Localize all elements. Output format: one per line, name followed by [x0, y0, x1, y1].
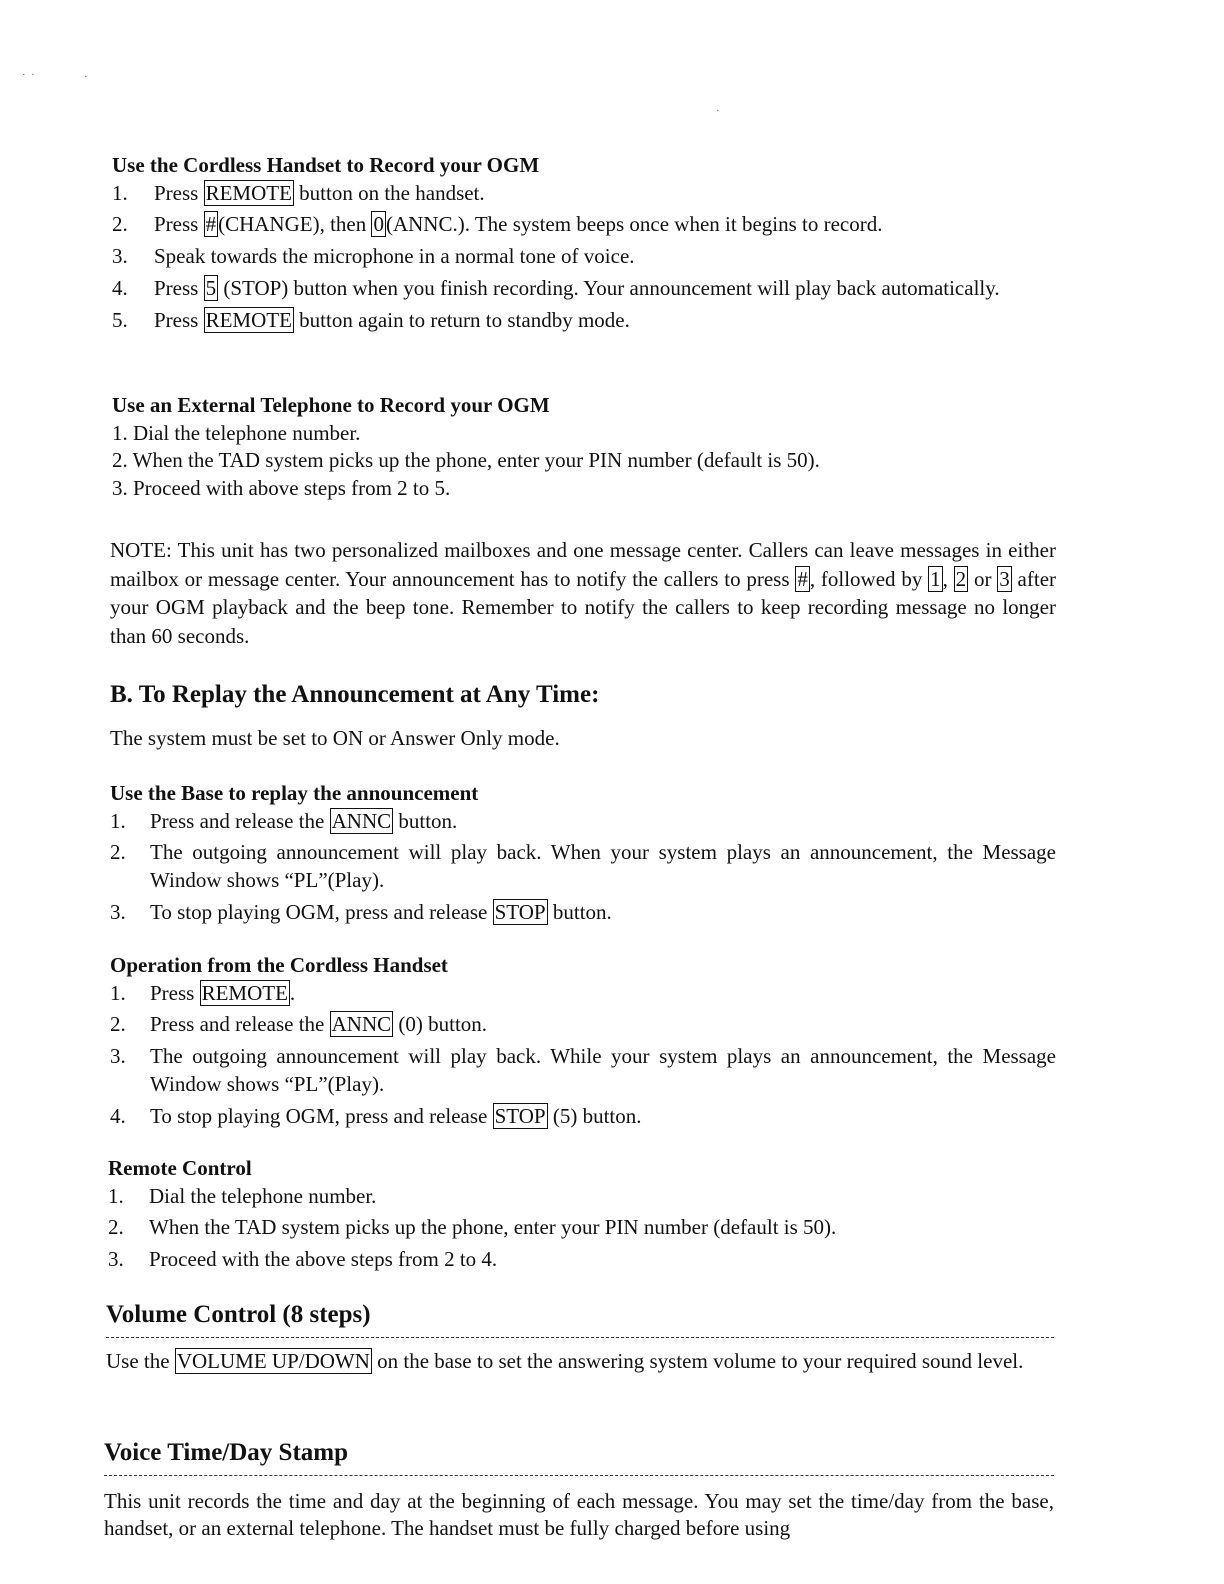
heading-replay: B. To Replay the Announcement at Any Time:	[110, 681, 600, 708]
list-item	[108, 1214, 1054, 1242]
step-number: 3.	[110, 899, 126, 924]
step-text: button.	[393, 808, 458, 833]
step-number: 3.	[112, 244, 128, 269]
step-text: When the TAD system picks up the phone, enter your PIN number (default is 50).	[149, 1215, 837, 1240]
section-remote-control	[108, 1155, 1054, 1278]
volume-heading-rule	[106, 1298, 1054, 1338]
step-number: 2.	[110, 840, 126, 865]
three-key: 3	[999, 566, 1010, 591]
step-text: (5) button.	[547, 1103, 642, 1128]
volume-key: VOLUME UP/DOWN	[176, 1349, 370, 1373]
step-number: 5.	[112, 307, 128, 332]
list-item	[110, 839, 1056, 894]
heading-handset-record: Use the Cordless Handset to Record your OGM	[112, 153, 540, 177]
step-text: (ANNC.). The system beeps once when it begins to record.	[385, 212, 883, 237]
hash-key: #	[797, 566, 808, 591]
scan-speck: ·	[84, 71, 88, 83]
step-text: Proceed with the above steps from 2 to 4.	[149, 1247, 498, 1272]
list-item	[112, 275, 1062, 303]
step-text: The outgoing announcement will play back. While your system plays an announcement, the Message Window shows “PL”(Play).	[150, 1044, 1056, 1096]
step-text: .	[289, 980, 296, 1005]
step-number: 4.	[112, 275, 128, 300]
list-item	[110, 899, 1056, 927]
heading-volume-control: Volume Control (8 steps)	[106, 1301, 371, 1328]
step-number: 1.	[112, 180, 128, 205]
step-text: Press and release the	[150, 1012, 330, 1037]
two-key: 2	[955, 566, 967, 591]
list-item	[110, 1043, 1056, 1098]
remote-control-steps	[108, 1183, 1054, 1274]
step-number: 3.	[108, 1247, 124, 1272]
external-step-1: 1. Dial the telephone number.	[112, 420, 361, 445]
list-item	[112, 243, 1062, 271]
list-item	[112, 307, 1062, 335]
heading-voice-stamp: Voice Time/Day Stamp	[104, 1439, 348, 1466]
step-text: (STOP) button when you finish recording. Your announcement will play back automatically.	[218, 275, 1000, 300]
step-number: 2.	[110, 1012, 126, 1037]
step-number: 4.	[110, 1103, 126, 1128]
list-item	[108, 1246, 1054, 1274]
step-text: The outgoing announcement will play back. When your system plays an announcement, the Message Window shows “PL”(Play).	[150, 840, 1056, 893]
handset-operation-steps	[110, 980, 1056, 1131]
step-text: Dial the telephone number.	[149, 1183, 377, 1208]
hash-key: #	[205, 212, 217, 237]
list-item	[110, 1011, 1056, 1039]
note-text-part: ,	[942, 566, 954, 591]
note-paragraph	[110, 536, 1056, 650]
step-text: Press	[154, 212, 204, 237]
replay-intro: The system must be set to ON or Answer Only mode.	[110, 726, 560, 750]
scan-speck: ·	[716, 105, 720, 117]
step-number: 3.	[110, 1044, 126, 1069]
step-number: 2.	[112, 212, 128, 237]
list-item	[112, 211, 1062, 239]
list-item	[108, 1183, 1054, 1211]
remote-key: REMOTE	[205, 307, 292, 332]
step-text: Speak towards the microphone in a normal tone of voice.	[154, 244, 635, 269]
note-text-part: , followed by	[809, 566, 929, 591]
list-item	[110, 808, 1056, 836]
step-text: Press	[154, 275, 204, 300]
section-base-replay	[110, 780, 1056, 931]
step-text: To stop playing OGM, press and release	[150, 899, 493, 924]
volume-text-part: Use the	[106, 1349, 175, 1373]
one-key: 1	[930, 566, 941, 591]
step-text: Press	[154, 307, 204, 332]
external-step-2: 2. When the TAD system picks up the phone, enter your PIN number (default is 50).	[112, 448, 820, 473]
annc-key: ANNC	[331, 808, 392, 833]
external-step-3: 3. Proceed with above steps from 2 to 5.	[112, 476, 451, 501]
step-text: button again to return to standby mode.	[293, 307, 630, 332]
step-text: Press	[150, 980, 200, 1005]
note-text-part: NOTE: This unit has two personalized mailboxes and one message center. Callers can leave messages in either mailbox or message center. Your announcement has to notify the callers to press	[110, 538, 1056, 591]
stop-key: STOP	[494, 899, 546, 924]
five-key: 5	[205, 275, 217, 300]
volume-text	[106, 1348, 1054, 1376]
step-text: Press	[154, 180, 204, 205]
heading-base-replay: Use the Base to replay the announcement	[110, 781, 479, 805]
section-external-record	[112, 392, 1062, 503]
stamp-heading-rule	[104, 1436, 1054, 1476]
section-volume-control	[106, 1298, 1054, 1376]
section-handset-record	[112, 152, 1062, 338]
heading-handset-operation: Operation from the Cordless Handset	[110, 953, 448, 977]
section-voice-stamp	[104, 1436, 1054, 1543]
section-replay	[110, 678, 1060, 753]
step-text: button.	[547, 899, 612, 924]
step-text: Press and release the	[150, 808, 330, 833]
list-item	[112, 180, 1062, 208]
step-text: (CHANGE), then	[218, 212, 372, 237]
list-item	[110, 1103, 1056, 1131]
list-item	[110, 980, 1056, 1008]
heading-external-record: Use an External Telephone to Record your OGM	[112, 393, 550, 417]
step-text: To stop playing OGM, press and release	[150, 1103, 493, 1128]
scan-speck: · ·	[22, 69, 35, 81]
step-number: 1.	[108, 1183, 124, 1208]
note-text-part: after your OGM playback and the beep tone. Remember to notify the callers to keep recording message no longer than 60 seconds.	[110, 566, 1057, 648]
base-replay-steps	[110, 808, 1056, 927]
remote-key: REMOTE	[201, 980, 288, 1005]
note-text	[110, 536, 1056, 650]
step-number: 2.	[108, 1215, 124, 1240]
heading-remote-control: Remote Control	[108, 1156, 252, 1180]
note-text-part: or	[968, 566, 998, 591]
step-text: (0) button.	[393, 1012, 488, 1037]
annc-key: ANNC	[331, 1012, 392, 1037]
stamp-text: This unit records the time and day at the beginning of each message. You may set the time/day from the base, handset, or an external telephone. The handset must be fully charged before using	[104, 1489, 1054, 1541]
stop-key: STOP	[494, 1103, 546, 1128]
section-handset-operation	[110, 952, 1056, 1134]
zero-key: 0	[373, 212, 384, 237]
step-number: 1.	[110, 980, 126, 1005]
handset-record-steps	[112, 180, 1062, 335]
volume-text-part: on the base to set the answering system volume to your required sound level.	[371, 1349, 1024, 1373]
remote-key: REMOTE	[205, 180, 292, 205]
step-text: button on the handset.	[293, 180, 485, 205]
step-number: 1.	[110, 808, 126, 833]
